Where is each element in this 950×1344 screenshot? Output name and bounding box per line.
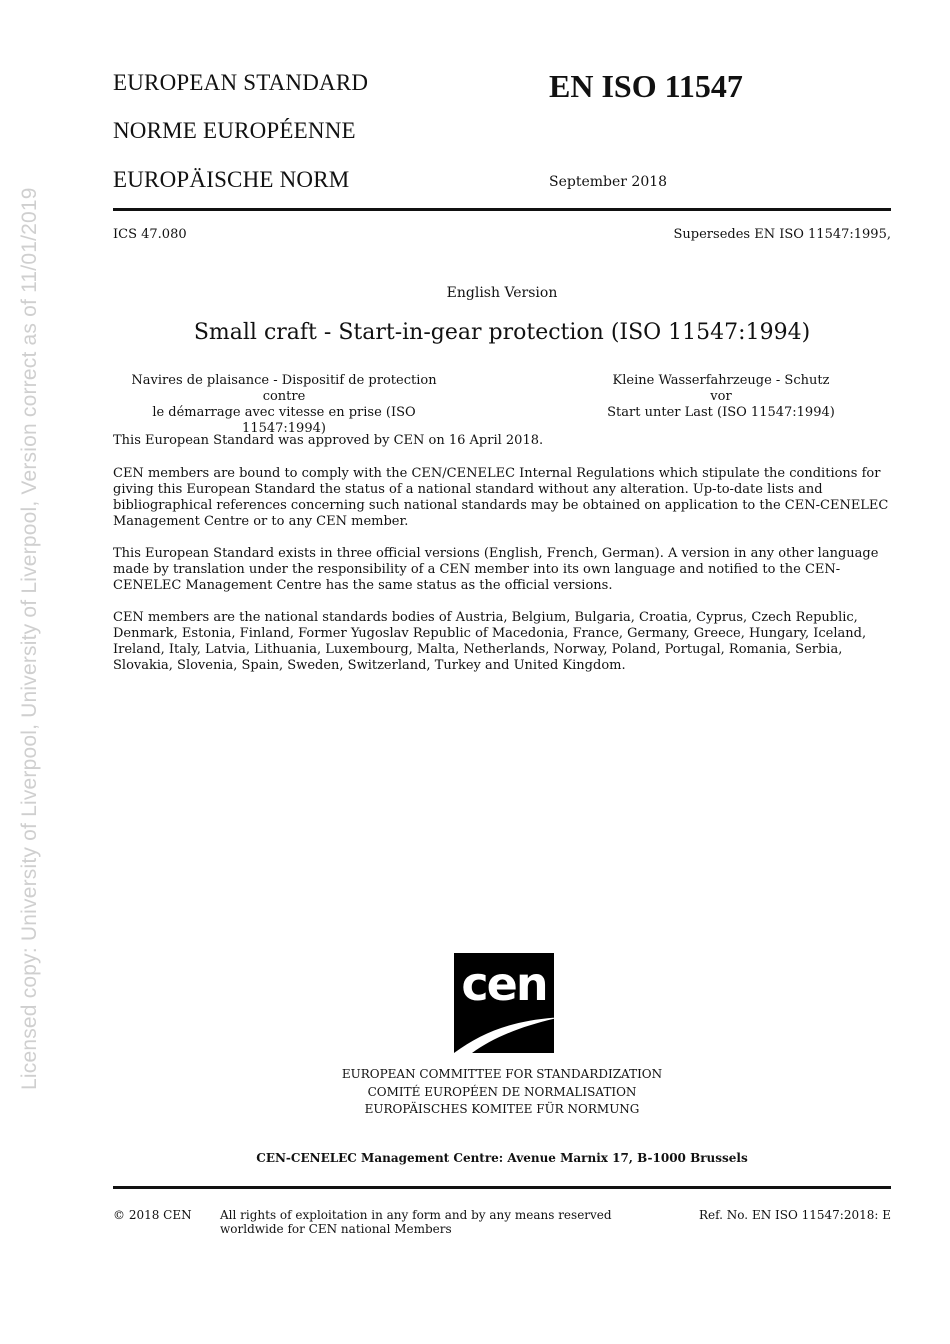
german-title-line-2: Start unter Last (ISO 11547:1994) bbox=[607, 405, 835, 420]
reference-number: Ref. No. EN ISO 11547:2018: E bbox=[699, 1208, 891, 1222]
publication-date: September 2018 bbox=[549, 174, 668, 190]
license-watermark: Licensed copy: University of Liverpool, University of Liverpool, Version correct as of 11/01/2019 bbox=[18, 187, 41, 1090]
french-title-line-2: le démarrage avec vitesse en prise (ISO 11547:1994) bbox=[152, 405, 416, 436]
footer-rule bbox=[113, 1186, 891, 1189]
approval-paragraph: This European Standard was approved by CEN on 16 April 2018. bbox=[113, 433, 544, 448]
cen-logo-graphic bbox=[454, 953, 554, 1053]
members-paragraph: CEN members are the national standards bodies of Austria, Belgium, Bulgaria, Croatia, Cyprus, Czech Republic, Denmark, Estonia, Finland, Former Yugoslav Republic of Macedonia, France, Germany, Greece, Hungary, Iceland, Ireland, Italy, Latvia, Lithuania, Luxembourg, Malta, Netherlands, Norway, Poland, Portugal, Romania, Serbia, Slovakia, Slovenia, Spain, Sweden, Switzerland, Turkey and United Kingdom. bbox=[113, 610, 867, 673]
committee-name-english: EUROPEAN COMMITTEE FOR STANDARDIZATION bbox=[341, 1067, 663, 1081]
supersedes-note: Supersedes EN ISO 11547:1995, bbox=[673, 227, 891, 242]
committee-name-french: COMITÉ EUROPÉEN DE NORMALISATION bbox=[367, 1084, 637, 1099]
header-french-label: NORME EUROPÉENNE bbox=[113, 118, 356, 143]
german-title-line-1: Kleine Wasserfahrzeuge - Schutz vor bbox=[612, 373, 830, 404]
header-rule bbox=[113, 208, 891, 211]
ics-code: ICS 47.080 bbox=[113, 227, 187, 242]
header-english-label: EUROPEAN STANDARD bbox=[113, 70, 369, 95]
rights-notice bbox=[220, 1208, 612, 1236]
german-title bbox=[603, 373, 839, 421]
rights-line-2: worldwide for CEN national Members bbox=[220, 1222, 452, 1236]
committee-name-german: EUROPÄISCHES KOMITEE FÜR NORMUNG bbox=[364, 1102, 640, 1116]
versions-paragraph: This European Standard exists in three official versions (English, French, German). A version in any other language made by translation under the responsibility of a CEN member into its own language and notified to the CEN-CENELEC Management Centre has the same status as the official versions. bbox=[113, 546, 879, 593]
standard-number: EN ISO 11547 bbox=[549, 68, 743, 104]
rights-line-1: All rights of exploitation in any form and by any means reserved bbox=[220, 1208, 612, 1222]
cen-logo bbox=[454, 953, 554, 1053]
french-title-line-1: Navires de plaisance - Dispositif de protection contre bbox=[131, 373, 437, 404]
compliance-paragraph: CEN members are bound to comply with the CEN/CENELEC Internal Regulations which stipulate the conditions for giving this European Standard the status of a national standard without any alteration. Up-to-date lists and bibliographical references concerning such national standards may be obtained on application to the CEN-CENELEC Management Centre or to any CEN member. bbox=[113, 466, 889, 529]
committee-names bbox=[300, 1066, 704, 1119]
version-label: English Version bbox=[446, 285, 558, 301]
management-centre-address: CEN-CENELEC Management Centre: Avenue Marnix 17, B-1000 Brussels bbox=[256, 1151, 748, 1165]
copyright-notice: © 2018 CEN bbox=[113, 1208, 192, 1222]
french-title bbox=[113, 373, 455, 437]
document-title: Small craft - Start-in-gear protection (ISO 11547:1994) bbox=[193, 320, 811, 345]
cen-logo-text: cen bbox=[461, 957, 547, 1011]
header-german-label: EUROPÄISCHE NORM bbox=[113, 167, 350, 192]
